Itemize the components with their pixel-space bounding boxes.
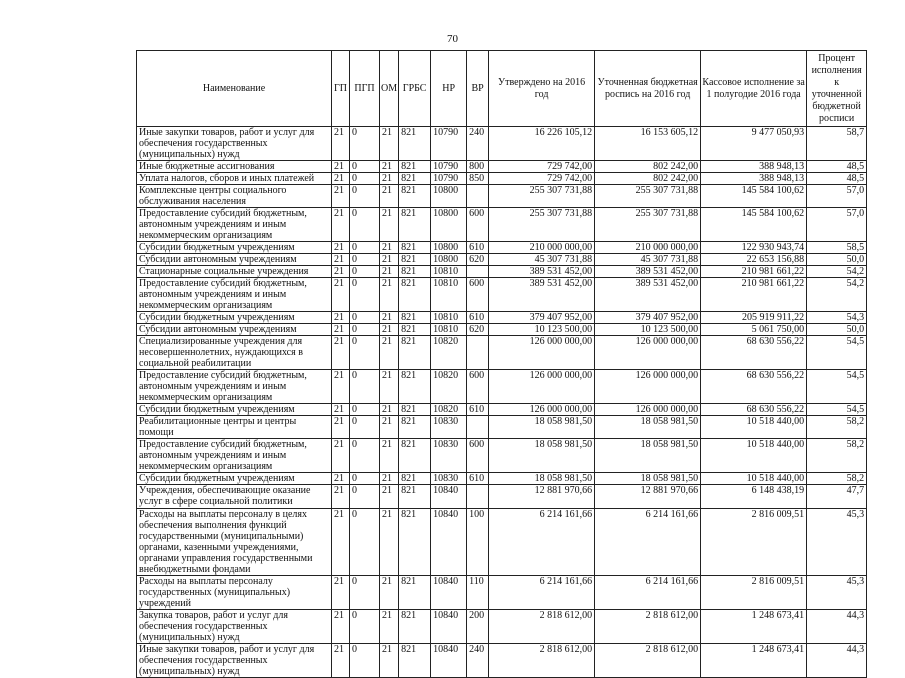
- row-pgp: 0: [350, 312, 380, 324]
- row-grbs: 821: [399, 266, 431, 278]
- row-name: Субсидии бюджетным учреждениям: [137, 473, 332, 485]
- row-approved: 210 000 000,00: [489, 242, 595, 254]
- row-grbs: 821: [399, 509, 431, 576]
- row-grbs: 821: [399, 324, 431, 336]
- row-approved: 126 000 000,00: [489, 404, 595, 416]
- row-cash: 10 518 440,00: [701, 473, 807, 485]
- row-grbs: 821: [399, 161, 431, 173]
- table-row: [137, 485, 867, 509]
- row-cash: 6 148 438,19: [701, 485, 807, 509]
- row-nr: 10800: [431, 254, 467, 266]
- header-gp: ГП: [332, 51, 350, 127]
- row-gp: 21: [332, 173, 350, 185]
- row-gp: 21: [332, 254, 350, 266]
- row-name: Предоставление субсидий бюджетным, автономным учреждениям и иным некоммерческим организациям: [137, 439, 332, 473]
- table-row: [137, 404, 867, 416]
- row-grbs: 821: [399, 185, 431, 208]
- row-refined: 210 000 000,00: [595, 242, 701, 254]
- row-cash: 10 518 440,00: [701, 416, 807, 439]
- row-vr: 600: [467, 439, 489, 473]
- row-nr: 10820: [431, 370, 467, 404]
- row-approved: 255 307 731,88: [489, 208, 595, 242]
- row-om: 21: [380, 185, 399, 208]
- row-approved: 2 818 612,00: [489, 610, 595, 644]
- row-cash: 1 248 673,41: [701, 644, 807, 678]
- table-body: [137, 127, 867, 678]
- header-percent: Процент исполнения к уточненной бюджетной росписи: [807, 51, 867, 127]
- row-approved: 255 307 731,88: [489, 185, 595, 208]
- row-om: 21: [380, 416, 399, 439]
- row-cash: 388 948,13: [701, 173, 807, 185]
- row-vr: [467, 485, 489, 509]
- row-percent: 44,3: [807, 610, 867, 644]
- row-pgp: 0: [350, 485, 380, 509]
- row-name: Субсидии бюджетным учреждениям: [137, 404, 332, 416]
- row-refined: 255 307 731,88: [595, 208, 701, 242]
- row-cash: 22 653 156,88: [701, 254, 807, 266]
- row-refined: 18 058 981,50: [595, 439, 701, 473]
- row-percent: 58,7: [807, 127, 867, 161]
- row-pgp: 0: [350, 473, 380, 485]
- row-nr: 10840: [431, 610, 467, 644]
- row-approved: 18 058 981,50: [489, 439, 595, 473]
- header-nr: НР: [431, 51, 467, 127]
- row-gp: 21: [332, 208, 350, 242]
- row-name: Закупка товаров, работ и услуг для обеспечения государственных (муниципальных) нужд: [137, 610, 332, 644]
- table-row: [137, 161, 867, 173]
- row-pgp: 0: [350, 610, 380, 644]
- row-percent: 57,0: [807, 185, 867, 208]
- row-name: Учреждения, обеспечивающие оказание услуг в сфере социальной политики: [137, 485, 332, 509]
- row-cash: 145 584 100,62: [701, 185, 807, 208]
- row-gp: 21: [332, 312, 350, 324]
- row-nr: 10810: [431, 278, 467, 312]
- row-om: 21: [380, 404, 399, 416]
- row-pgp: 0: [350, 576, 380, 610]
- row-refined: 126 000 000,00: [595, 336, 701, 370]
- row-nr: 10830: [431, 439, 467, 473]
- row-pgp: 0: [350, 127, 380, 161]
- row-pgp: 0: [350, 278, 380, 312]
- row-vr: 240: [467, 644, 489, 678]
- row-om: 21: [380, 473, 399, 485]
- table-row: [137, 416, 867, 439]
- row-pgp: 0: [350, 644, 380, 678]
- row-gp: 21: [332, 416, 350, 439]
- row-percent: 47,7: [807, 485, 867, 509]
- row-pgp: 0: [350, 370, 380, 404]
- header-vr: ВР: [467, 51, 489, 127]
- row-percent: 54,2: [807, 266, 867, 278]
- row-approved: 729 742,00: [489, 173, 595, 185]
- row-vr: [467, 266, 489, 278]
- table-row: [137, 242, 867, 254]
- header-row: [137, 51, 867, 127]
- row-approved: 45 307 731,88: [489, 254, 595, 266]
- row-pgp: 0: [350, 266, 380, 278]
- row-name: Расходы на выплаты персоналу в целях обеспечения выполнения функций государственными (муниципальными) органами, казенными учреждениями, органами управления государственными внебюджетными фондами: [137, 509, 332, 576]
- row-refined: 6 214 161,66: [595, 509, 701, 576]
- row-name: Предоставление субсидий бюджетным, автономным учреждениям и иным некоммерческим организациям: [137, 278, 332, 312]
- row-vr: [467, 336, 489, 370]
- row-gp: 21: [332, 485, 350, 509]
- row-name: Предоставление субсидий бюджетным, автономным учреждениям и иным некоммерческим организациям: [137, 208, 332, 242]
- row-refined: 255 307 731,88: [595, 185, 701, 208]
- row-vr: 600: [467, 370, 489, 404]
- row-refined: 802 242,00: [595, 161, 701, 173]
- row-approved: 389 531 452,00: [489, 278, 595, 312]
- row-pgp: 0: [350, 324, 380, 336]
- row-vr: 610: [467, 242, 489, 254]
- row-grbs: 821: [399, 439, 431, 473]
- row-cash: 145 584 100,62: [701, 208, 807, 242]
- row-name: Субсидии автономным учреждениям: [137, 254, 332, 266]
- row-refined: 126 000 000,00: [595, 404, 701, 416]
- row-grbs: 821: [399, 127, 431, 161]
- row-om: 21: [380, 278, 399, 312]
- row-vr: 610: [467, 473, 489, 485]
- header-pgp: ПГП: [350, 51, 380, 127]
- row-refined: 45 307 731,88: [595, 254, 701, 266]
- row-nr: 10840: [431, 644, 467, 678]
- row-name: Предоставление субсидий бюджетным, автономным учреждениям и иным некоммерческим организациям: [137, 370, 332, 404]
- row-pgp: 0: [350, 185, 380, 208]
- row-om: 21: [380, 242, 399, 254]
- row-vr: 110: [467, 576, 489, 610]
- row-cash: 210 981 661,22: [701, 278, 807, 312]
- row-om: 21: [380, 173, 399, 185]
- row-refined: 379 407 952,00: [595, 312, 701, 324]
- row-nr: 10800: [431, 208, 467, 242]
- row-name: Иные бюджетные ассигнования: [137, 161, 332, 173]
- row-gp: 21: [332, 161, 350, 173]
- table-row: [137, 254, 867, 266]
- row-name: Уплата налогов, сборов и иных платежей: [137, 173, 332, 185]
- row-pgp: 0: [350, 242, 380, 254]
- row-grbs: 821: [399, 336, 431, 370]
- row-gp: 21: [332, 370, 350, 404]
- row-cash: 388 948,13: [701, 161, 807, 173]
- row-nr: 10810: [431, 324, 467, 336]
- row-grbs: 821: [399, 278, 431, 312]
- row-nr: 10800: [431, 242, 467, 254]
- row-nr: 10840: [431, 485, 467, 509]
- header-cash: Кассовое исполнение за 1 полугодие 2016 года: [701, 51, 807, 127]
- row-approved: 18 058 981,50: [489, 473, 595, 485]
- row-om: 21: [380, 439, 399, 473]
- header-approved: Утверждено на 2016 год: [489, 51, 595, 127]
- row-vr: 240: [467, 127, 489, 161]
- table-row: [137, 509, 867, 576]
- table-row: [137, 370, 867, 404]
- row-om: 21: [380, 509, 399, 576]
- row-om: 21: [380, 254, 399, 266]
- row-approved: 16 226 105,12: [489, 127, 595, 161]
- row-gp: 21: [332, 278, 350, 312]
- row-percent: 50,0: [807, 324, 867, 336]
- row-refined: 2 818 612,00: [595, 644, 701, 678]
- row-name: Расходы на выплаты персоналу государственных (муниципальных) учреждений: [137, 576, 332, 610]
- row-approved: 126 000 000,00: [489, 336, 595, 370]
- row-cash: 5 061 750,00: [701, 324, 807, 336]
- row-vr: 800: [467, 161, 489, 173]
- row-pgp: 0: [350, 161, 380, 173]
- row-percent: 44,3: [807, 644, 867, 678]
- row-percent: 45,3: [807, 509, 867, 576]
- row-om: 21: [380, 370, 399, 404]
- row-name: Реабилитационные центры и центры помощи: [137, 416, 332, 439]
- row-approved: 729 742,00: [489, 161, 595, 173]
- header-refined: Уточненная бюджетная роспись на 2016 год: [595, 51, 701, 127]
- row-grbs: 821: [399, 312, 431, 324]
- row-pgp: 0: [350, 208, 380, 242]
- row-gp: 21: [332, 439, 350, 473]
- row-percent: 50,0: [807, 254, 867, 266]
- row-gp: 21: [332, 242, 350, 254]
- row-name: Субсидии бюджетным учреждениям: [137, 312, 332, 324]
- budget-table: [136, 50, 867, 678]
- row-name: Иные закупки товаров, работ и услуг для обеспечения государственных (муниципальных) нужд: [137, 127, 332, 161]
- row-pgp: 0: [350, 416, 380, 439]
- row-cash: 9 477 050,93: [701, 127, 807, 161]
- row-name: Стационарные социальные учреждения: [137, 266, 332, 278]
- row-nr: 10790: [431, 161, 467, 173]
- row-om: 21: [380, 161, 399, 173]
- header-grbs: ГРБС: [399, 51, 431, 127]
- row-cash: 68 630 556,22: [701, 336, 807, 370]
- table-row: [137, 278, 867, 312]
- header-om: ОМ: [380, 51, 399, 127]
- row-vr: 100: [467, 509, 489, 576]
- row-name: Субсидии бюджетным учреждениям: [137, 242, 332, 254]
- row-vr: 610: [467, 404, 489, 416]
- row-pgp: 0: [350, 336, 380, 370]
- row-refined: 126 000 000,00: [595, 370, 701, 404]
- row-om: 21: [380, 644, 399, 678]
- row-percent: 58,5: [807, 242, 867, 254]
- row-vr: 850: [467, 173, 489, 185]
- row-gp: 21: [332, 324, 350, 336]
- table-row: [137, 324, 867, 336]
- table-row: [137, 576, 867, 610]
- table-row: [137, 336, 867, 370]
- row-cash: 68 630 556,22: [701, 404, 807, 416]
- row-grbs: 821: [399, 610, 431, 644]
- row-refined: 12 881 970,66: [595, 485, 701, 509]
- row-gp: 21: [332, 266, 350, 278]
- row-percent: 54,5: [807, 404, 867, 416]
- header-name: Наименование: [137, 51, 332, 127]
- row-name: Субсидии автономным учреждениям: [137, 324, 332, 336]
- row-vr: 200: [467, 610, 489, 644]
- row-cash: 122 930 943,74: [701, 242, 807, 254]
- row-vr: [467, 416, 489, 439]
- table-row: [137, 610, 867, 644]
- row-grbs: 821: [399, 254, 431, 266]
- row-grbs: 821: [399, 485, 431, 509]
- row-pgp: 0: [350, 439, 380, 473]
- row-percent: 48,5: [807, 161, 867, 173]
- row-pgp: 0: [350, 173, 380, 185]
- row-name: Комплексные центры социального обслуживания населения: [137, 185, 332, 208]
- row-grbs: 821: [399, 644, 431, 678]
- row-nr: 10840: [431, 576, 467, 610]
- row-pgp: 0: [350, 404, 380, 416]
- row-percent: 54,2: [807, 278, 867, 312]
- row-approved: 6 214 161,66: [489, 576, 595, 610]
- table-row: [137, 644, 867, 678]
- row-refined: 18 058 981,50: [595, 416, 701, 439]
- row-cash: 10 518 440,00: [701, 439, 807, 473]
- row-nr: 10820: [431, 336, 467, 370]
- row-vr: 600: [467, 208, 489, 242]
- row-gp: 21: [332, 644, 350, 678]
- row-refined: 389 531 452,00: [595, 266, 701, 278]
- table-row: [137, 473, 867, 485]
- row-vr: 600: [467, 278, 489, 312]
- row-vr: 620: [467, 254, 489, 266]
- row-grbs: 821: [399, 208, 431, 242]
- row-om: 21: [380, 208, 399, 242]
- row-cash: 2 816 009,51: [701, 576, 807, 610]
- row-approved: 10 123 500,00: [489, 324, 595, 336]
- row-nr: 10840: [431, 509, 467, 576]
- row-gp: 21: [332, 336, 350, 370]
- row-gp: 21: [332, 576, 350, 610]
- row-refined: 2 818 612,00: [595, 610, 701, 644]
- row-approved: 2 818 612,00: [489, 644, 595, 678]
- row-grbs: 821: [399, 242, 431, 254]
- row-percent: 48,5: [807, 173, 867, 185]
- table-row: [137, 185, 867, 208]
- row-grbs: 821: [399, 473, 431, 485]
- row-percent: 54,5: [807, 336, 867, 370]
- row-gp: 21: [332, 185, 350, 208]
- table-row: [137, 173, 867, 185]
- row-refined: 16 153 605,12: [595, 127, 701, 161]
- page-number: 70: [447, 33, 458, 45]
- row-nr: 10820: [431, 404, 467, 416]
- row-nr: 10810: [431, 312, 467, 324]
- row-percent: 58,2: [807, 473, 867, 485]
- row-approved: 126 000 000,00: [489, 370, 595, 404]
- row-cash: 2 816 009,51: [701, 509, 807, 576]
- row-om: 21: [380, 610, 399, 644]
- row-percent: 57,0: [807, 208, 867, 242]
- row-gp: 21: [332, 509, 350, 576]
- row-gp: 21: [332, 473, 350, 485]
- row-pgp: 0: [350, 254, 380, 266]
- row-grbs: 821: [399, 404, 431, 416]
- row-vr: 620: [467, 324, 489, 336]
- row-approved: 379 407 952,00: [489, 312, 595, 324]
- row-nr: 10800: [431, 185, 467, 208]
- row-cash: 1 248 673,41: [701, 610, 807, 644]
- row-approved: 389 531 452,00: [489, 266, 595, 278]
- row-percent: 54,3: [807, 312, 867, 324]
- row-nr: 10790: [431, 127, 467, 161]
- row-nr: 10790: [431, 173, 467, 185]
- table-row: [137, 127, 867, 161]
- row-percent: 45,3: [807, 576, 867, 610]
- row-percent: 58,2: [807, 416, 867, 439]
- table-row: [137, 439, 867, 473]
- row-approved: 12 881 970,66: [489, 485, 595, 509]
- row-approved: 6 214 161,66: [489, 509, 595, 576]
- row-gp: 21: [332, 127, 350, 161]
- row-vr: [467, 185, 489, 208]
- row-cash: 205 919 911,22: [701, 312, 807, 324]
- row-name: Иные закупки товаров, работ и услуг для обеспечения государственных (муниципальных) нужд: [137, 644, 332, 678]
- row-nr: 10830: [431, 473, 467, 485]
- row-om: 21: [380, 324, 399, 336]
- row-cash: 210 981 661,22: [701, 266, 807, 278]
- row-grbs: 821: [399, 173, 431, 185]
- row-refined: 802 242,00: [595, 173, 701, 185]
- table-row: [137, 266, 867, 278]
- row-om: 21: [380, 576, 399, 610]
- row-om: 21: [380, 485, 399, 509]
- row-refined: 18 058 981,50: [595, 473, 701, 485]
- row-percent: 58,2: [807, 439, 867, 473]
- row-nr: 10830: [431, 416, 467, 439]
- row-om: 21: [380, 312, 399, 324]
- row-om: 21: [380, 266, 399, 278]
- row-gp: 21: [332, 610, 350, 644]
- table-row: [137, 312, 867, 324]
- row-cash: 68 630 556,22: [701, 370, 807, 404]
- row-refined: 6 214 161,66: [595, 576, 701, 610]
- row-percent: 54,5: [807, 370, 867, 404]
- table-row: [137, 208, 867, 242]
- row-pgp: 0: [350, 509, 380, 576]
- row-nr: 10810: [431, 266, 467, 278]
- row-vr: 610: [467, 312, 489, 324]
- row-name: Специализированные учреждения для несовершеннолетних, нуждающихся в социальной реабилитации: [137, 336, 332, 370]
- row-grbs: 821: [399, 416, 431, 439]
- row-om: 21: [380, 127, 399, 161]
- row-refined: 389 531 452,00: [595, 278, 701, 312]
- row-gp: 21: [332, 404, 350, 416]
- row-grbs: 821: [399, 370, 431, 404]
- row-om: 21: [380, 336, 399, 370]
- row-approved: 18 058 981,50: [489, 416, 595, 439]
- row-grbs: 821: [399, 576, 431, 610]
- row-refined: 10 123 500,00: [595, 324, 701, 336]
